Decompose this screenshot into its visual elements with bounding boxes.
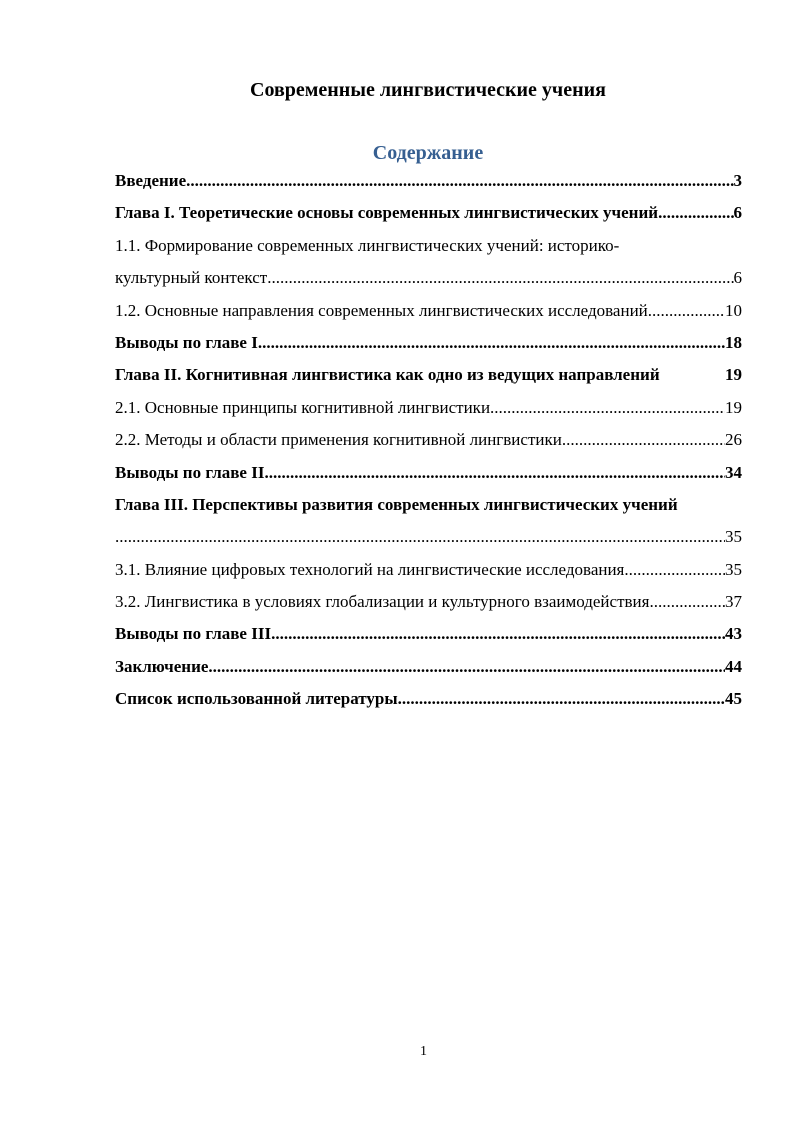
toc-entry-title: Глава II. Когнитивная лингвистика как одно из ведущих направлений — [115, 365, 660, 385]
toc-entry[interactable] — [115, 262, 742, 294]
toc-entry-title: Список использованной литературы — [115, 689, 398, 709]
toc-entry[interactable] — [115, 521, 742, 553]
toc-entry-title: Глава I. Теоретические основы современных лингвистических учений — [115, 203, 659, 223]
toc-entry[interactable] — [115, 230, 742, 262]
toc-entry-title: 1.1. Формирование современных лингвистических учений: историко- — [115, 235, 620, 255]
toc-dot-leader — [258, 327, 725, 359]
toc-entry-title: Заключение — [115, 656, 209, 676]
toc-entry-title: 3.1. Влияние цифровых технологий на лингвистические исследования — [115, 559, 625, 579]
toc-dot-leader — [658, 197, 733, 229]
toc-entry-page: 19 — [725, 365, 742, 385]
toc-dot-leader — [271, 618, 725, 650]
toc-dot-leader — [264, 457, 725, 489]
toc-entry[interactable] — [115, 295, 742, 327]
toc-entry[interactable] — [115, 618, 742, 650]
toc-entry[interactable] — [115, 392, 742, 424]
toc-entry[interactable] — [115, 651, 742, 683]
toc-entry[interactable] — [115, 197, 742, 229]
toc-entry-page: 26 — [725, 430, 742, 450]
toc-entry-title: Глава III. Перспективы развития современных лингвистических учений — [115, 494, 678, 514]
toc-entry[interactable] — [115, 683, 742, 715]
toc-entry-title: 3.2. Лингвистика в условиях глобализации и культурного взаимодействия. — [115, 592, 654, 612]
document-title: Современные лингвистические учения — [250, 79, 606, 101]
toc-entry[interactable] — [115, 489, 742, 521]
toc-entry-title: Выводы по главе II — [115, 462, 265, 482]
toc-entry-title: Выводы по главе III — [115, 624, 272, 644]
toc-entry-title: культурный контекст — [115, 268, 268, 288]
toc-entry-page: 18 — [725, 332, 742, 352]
toc-entry[interactable] — [115, 457, 742, 489]
toc-dot-leader — [208, 651, 725, 683]
toc-entry-page: 45 — [725, 689, 742, 709]
page-number: 1 — [420, 1044, 427, 1059]
toc-entry-page: 37 — [725, 592, 742, 612]
toc-entry-page: 19 — [725, 397, 742, 417]
toc-dot-leader — [562, 424, 725, 456]
toc-entry-title: 1.2. Основные направления современных лингвистических исследований — [115, 300, 648, 320]
toc-entry-title: Выводы по главе I — [115, 332, 258, 352]
toc-dot-leader — [490, 392, 725, 424]
toc-dot-leader — [398, 683, 725, 715]
toc-entry-page: 35 — [725, 559, 742, 579]
toc-entry-title: 2.2. Методы и области применения когнитивной лингвистики — [115, 430, 562, 450]
toc-dot-leader — [648, 295, 725, 327]
toc-entry-page: 10 — [725, 300, 742, 320]
toc-entry-page: 44 — [725, 656, 742, 676]
toc-dot-leader — [654, 586, 725, 618]
toc-entry[interactable] — [115, 359, 742, 391]
toc-entry-page: 35 — [725, 527, 742, 547]
toc-entry-page: 43 — [725, 624, 742, 644]
toc-entry[interactable] — [115, 424, 742, 456]
toc-entry-page: 6 — [733, 203, 742, 223]
toc-entry[interactable] — [115, 165, 742, 197]
toc-entry-page: 6 — [733, 268, 742, 288]
toc-dot-leader — [115, 521, 725, 553]
toc-entry-page: 34 — [725, 462, 742, 482]
toc-entry[interactable] — [115, 554, 742, 586]
toc-entry-title: Введение — [115, 171, 187, 190]
toc-heading: Содержание — [372, 142, 484, 164]
toc-dot-leader — [186, 165, 733, 197]
toc-dot-leader — [267, 262, 733, 294]
table-of-contents — [115, 165, 742, 716]
toc-entry-title: 2.1. Основные принципы когнитивной лингвистики — [115, 397, 491, 417]
toc-dot-leader — [624, 554, 725, 586]
toc-entry-page: 3 — [733, 171, 742, 190]
toc-entry[interactable] — [115, 327, 742, 359]
toc-entry[interactable] — [115, 586, 742, 618]
